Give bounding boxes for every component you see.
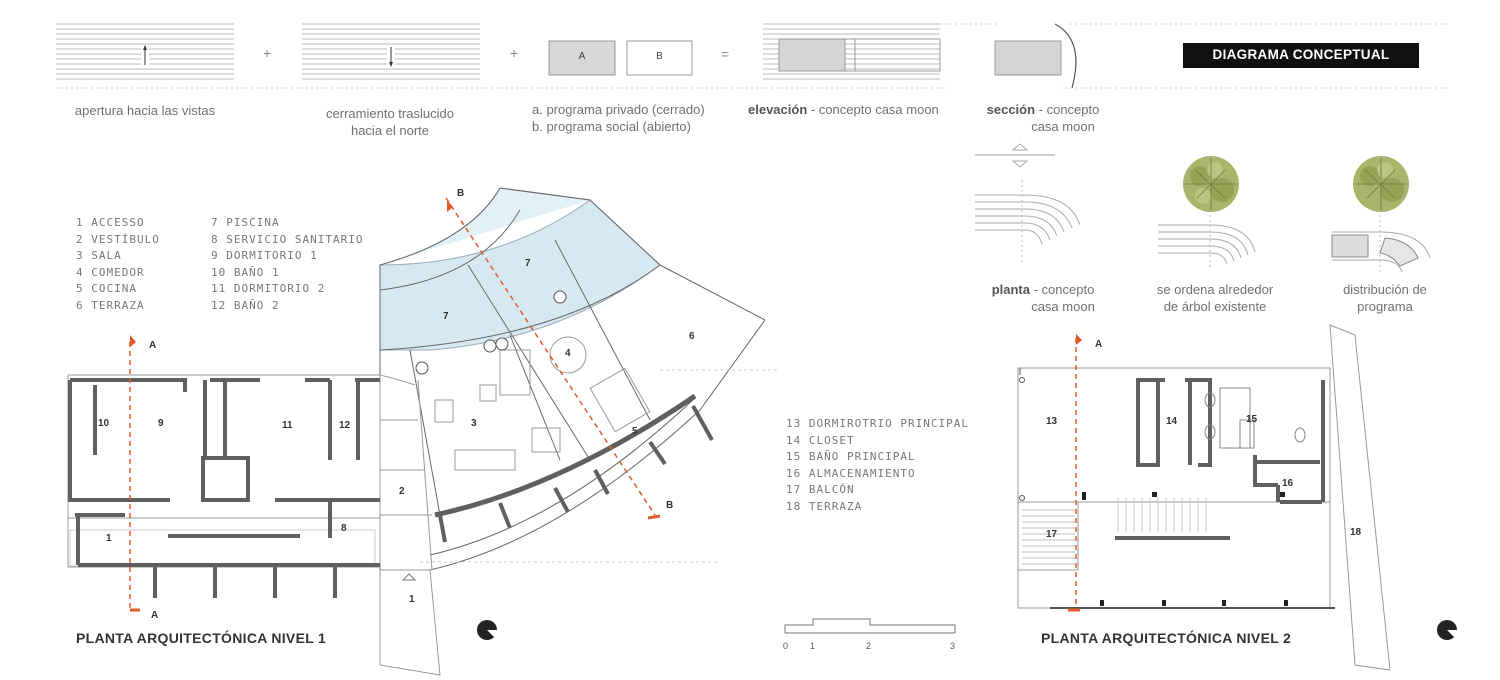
- section-mark-a-bottom: A: [151, 610, 159, 621]
- caption-planta-rest: - concepto: [1029, 282, 1095, 297]
- caption-programa-b: b. programa social (abierto): [532, 119, 691, 134]
- legend-item: 8 SERVICIO SANITARIO: [211, 232, 364, 246]
- legend-item: 4 COMEDOR: [76, 265, 145, 279]
- caption-arbol: [1140, 281, 1290, 315]
- caption-seccion: [968, 101, 1118, 135]
- scale-bar: [780, 615, 970, 660]
- legend-item: 2 VESTÍBULO: [76, 232, 160, 246]
- caption-elevacion-bold: elevación: [748, 102, 808, 117]
- room-16: 16: [1282, 478, 1294, 489]
- room-9: 9: [158, 418, 164, 429]
- plan-level-2: [1010, 320, 1500, 680]
- legend-item: 6 TERRAZA: [76, 298, 145, 312]
- room-7a: 7: [443, 311, 449, 322]
- caption-planta-bold: planta: [991, 282, 1030, 297]
- concept-diagrams-row2: [960, 140, 1500, 280]
- caption-seccion-bold: sección: [986, 102, 1036, 117]
- north-arrow-icon: [477, 620, 497, 640]
- legend-item: 14 CLOSET: [786, 433, 855, 447]
- room-10: 10: [98, 418, 110, 429]
- caption-seccion-rest: - concepto: [1035, 102, 1100, 117]
- legend-item: 12 BAÑO 2: [211, 298, 280, 312]
- plan2-title: PLANTA ARQUITECTÓNICA NIVEL 2: [1041, 630, 1292, 646]
- caption-cerramiento-line1: cerramiento traslucido: [326, 106, 454, 121]
- scale-2: 2: [866, 641, 872, 651]
- section-mark-b-top: B: [457, 188, 465, 199]
- legend-item: 11 DORMITORIO 2: [211, 282, 326, 295]
- room-12: 12: [339, 420, 351, 431]
- legend-item: 15 BAÑO PRINCIPAL: [786, 450, 916, 463]
- caption-programa-a: a. programa privado (cerrado): [532, 102, 705, 117]
- equals-sign: =: [721, 46, 730, 62]
- caption-programa: [532, 101, 705, 135]
- section-mark-a-level2: A: [1095, 339, 1103, 350]
- scale-3: 3: [950, 641, 956, 651]
- tree-icon: [1183, 156, 1239, 212]
- scale-0: 0: [783, 641, 789, 651]
- room-6: 6: [689, 331, 695, 342]
- caption-apertura: apertura hacia las vistas: [74, 103, 216, 118]
- caption-elevacion-rest: - concepto casa moon: [807, 102, 939, 117]
- room-15: 15: [1246, 414, 1258, 425]
- terraza-wedge: [1330, 325, 1390, 670]
- plan-level-1: [0, 170, 780, 680]
- legend-level2: [786, 416, 969, 515]
- section-mark-a-top: A: [149, 340, 157, 351]
- tree-icon-2: [1353, 156, 1409, 212]
- caption-cerramiento: [300, 105, 480, 139]
- caption-planta-line2: casa moon: [1031, 299, 1095, 314]
- section-marker-icon: [975, 144, 1055, 167]
- caption-arbol-line2: de árbol existente: [1163, 299, 1267, 314]
- curved-wall: [435, 396, 695, 515]
- legend-item: 16 ALMACENAMIENTO: [786, 466, 916, 480]
- room-14: 14: [1166, 416, 1178, 427]
- caption-cerramiento-line2: hacia el norte: [350, 123, 430, 138]
- legend-item: 3 SALA: [76, 249, 122, 262]
- diagrama-conceptual-banner: DIAGRAMA CONCEPTUAL: [1183, 43, 1419, 68]
- room-18: 18: [1350, 527, 1362, 538]
- room-11: 11: [282, 420, 293, 431]
- room-4: 4: [565, 348, 571, 359]
- box-a-label: A: [578, 51, 586, 62]
- caption-distribucion: [1310, 281, 1460, 315]
- room-5: 5: [632, 426, 638, 437]
- legend-item: 13 DORMIROTRIO PRINCIPAL: [786, 417, 969, 430]
- scale-1: 1: [810, 641, 816, 651]
- legend-item: 9 DORMITORIO 1: [211, 249, 318, 262]
- legend-item: 18 TERRAZA: [786, 499, 863, 513]
- room-2: 2: [399, 486, 405, 497]
- elevacion-diagram: [763, 24, 1000, 79]
- plus-sign-2: +: [510, 45, 519, 61]
- pool-area: [380, 200, 660, 350]
- caption-planta: [968, 281, 1118, 315]
- room-17: 17: [1046, 529, 1058, 540]
- caption-distribucion-line1: distribución de: [1343, 282, 1427, 297]
- room-1-entry: 1: [409, 594, 415, 605]
- caption-seccion-line2: casa moon: [1031, 119, 1095, 134]
- walls-level2: [1115, 378, 1323, 538]
- north-arrow-icon-2: [1437, 620, 1457, 640]
- box-b-label: B: [656, 51, 663, 62]
- room-3: 3: [471, 418, 477, 429]
- caption-elevacion: [748, 101, 939, 118]
- legend-item: 5 COCINA: [76, 282, 137, 295]
- caption-arbol-line1: se ordena alrededor: [1156, 282, 1274, 297]
- room-13: 13: [1046, 416, 1058, 427]
- room-1: 1: [106, 533, 112, 544]
- legend-item: 1 ACCESSO: [76, 216, 145, 229]
- legend-item: 10 BAÑO 1: [211, 265, 280, 279]
- concept-diagrams: [0, 0, 1500, 150]
- planta-concept-diagram: [975, 180, 1080, 265]
- room-8: 8: [341, 523, 347, 534]
- legend-item: 17 BALCÓN: [786, 483, 855, 496]
- section-mark-b-bottom: B: [666, 500, 674, 511]
- plus-sign-1: +: [263, 45, 272, 61]
- room-7b: 7: [525, 258, 531, 269]
- caption-distribucion-line2: programa: [1357, 299, 1413, 314]
- legend-item: 7 PISCINA: [211, 216, 280, 229]
- walls-level1: [70, 380, 380, 565]
- plan1-title: PLANTA ARQUITECTÓNICA NIVEL 1: [76, 630, 327, 646]
